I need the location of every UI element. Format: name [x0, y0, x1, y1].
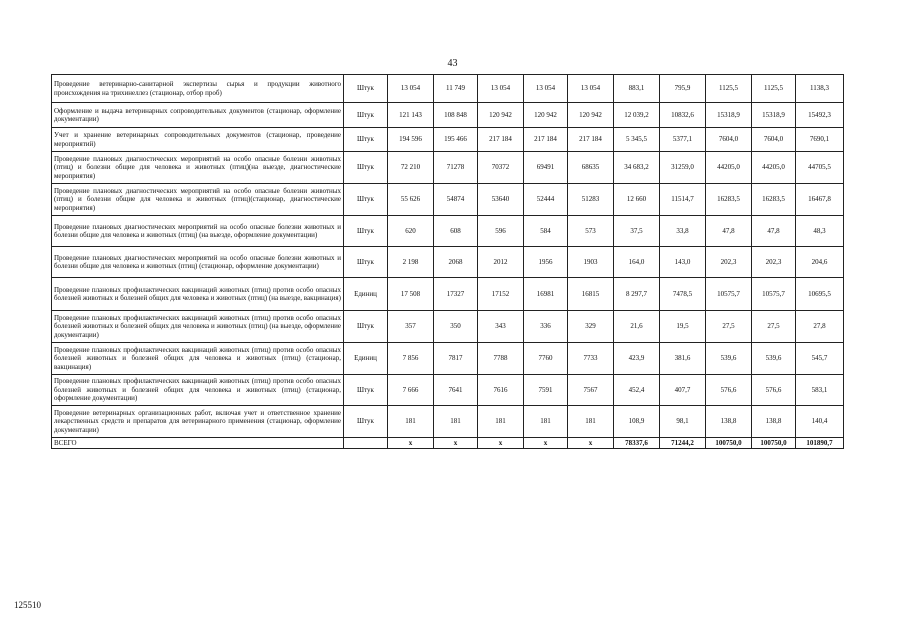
- services-table: [51, 74, 844, 449]
- table-row: [52, 184, 844, 216]
- value-cell: 596: [478, 216, 524, 247]
- value-cell: 7641: [434, 375, 478, 406]
- service-description: Проведение плановых диагностических мероприятий на особо опасные болезни животных (птиц) и болезни общие для человека и животных (птиц)(стационар, диагностические мероприятия): [52, 184, 344, 216]
- value-cell: 33,8: [660, 216, 706, 247]
- value-cell: 53640: [478, 184, 524, 216]
- value-cell: 204,6: [796, 247, 844, 278]
- table-row: [52, 152, 844, 184]
- table-row: [52, 75, 844, 103]
- total-value-cell: x: [568, 438, 614, 449]
- table-row: [52, 103, 844, 128]
- unit-cell: Штук: [344, 406, 388, 438]
- value-cell: 27,5: [706, 311, 752, 343]
- value-cell: 48,3: [796, 216, 844, 247]
- service-description: Проведение плановых профилактических вакцинаций животных (птиц) против особо опасных болезней животных и болезней общих для человека и животных (птиц) (стационар, оформление документации): [52, 375, 344, 406]
- value-cell: 10695,5: [796, 278, 844, 311]
- value-cell: 98,1: [660, 406, 706, 438]
- total-value-cell: x: [478, 438, 524, 449]
- value-cell: 217 184: [568, 128, 614, 152]
- total-value-cell: 71244,2: [660, 438, 706, 449]
- value-cell: 7760: [524, 343, 568, 375]
- value-cell: 121 143: [388, 103, 434, 128]
- value-cell: 108,9: [614, 406, 660, 438]
- table-row: [52, 343, 844, 375]
- value-cell: 5377,1: [660, 128, 706, 152]
- unit-cell: Штук: [344, 216, 388, 247]
- value-cell: 15318,9: [706, 103, 752, 128]
- service-description: Учет и хранение ветеринарных сопроводительных документов (стационар, проведение мероприятий): [52, 128, 344, 152]
- unit-cell: Штук: [344, 75, 388, 103]
- value-cell: 27,8: [796, 311, 844, 343]
- service-description: Проведение плановых диагностических мероприятий на особо опасные болезни животных и болезни общие для человека и животных (птиц) (на выезде, оформление документации): [52, 216, 344, 247]
- unit-cell: [344, 438, 388, 449]
- value-cell: 10575,7: [752, 278, 796, 311]
- value-cell: 44205,0: [752, 152, 796, 184]
- value-cell: 181: [524, 406, 568, 438]
- unit-cell: Штук: [344, 184, 388, 216]
- value-cell: 883,1: [614, 75, 660, 103]
- table-row: [52, 128, 844, 152]
- value-cell: 181: [434, 406, 478, 438]
- value-cell: 7690,1: [796, 128, 844, 152]
- value-cell: 44705,5: [796, 152, 844, 184]
- total-value-cell: 100750,0: [752, 438, 796, 449]
- service-description: Проведение ветеринарно-санитарной экспертизы сырья и продукции животного происхождения на трихинеллез (стационар, отбор проб): [52, 75, 344, 103]
- value-cell: 164,0: [614, 247, 660, 278]
- service-description: Проведение плановых диагностических мероприятий на особо опасные болезни животных (птиц) и болезни общие для человека и животных (птиц)(на выезде, диагностические мероприятия): [52, 152, 344, 184]
- value-cell: 584: [524, 216, 568, 247]
- value-cell: 8 297,7: [614, 278, 660, 311]
- value-cell: 7 856: [388, 343, 434, 375]
- value-cell: 2012: [478, 247, 524, 278]
- value-cell: 343: [478, 311, 524, 343]
- value-cell: 140,4: [796, 406, 844, 438]
- value-cell: 21,6: [614, 311, 660, 343]
- value-cell: 16283,5: [752, 184, 796, 216]
- value-cell: 44205,0: [706, 152, 752, 184]
- value-cell: 120 942: [478, 103, 524, 128]
- value-cell: 31259,0: [660, 152, 706, 184]
- service-description: Проведение плановых профилактических вакцинаций животных (птиц) против особо опасных болезней животных и болезней общих для человека и животных (птиц) (на выезде, вакцинация): [52, 278, 344, 311]
- value-cell: 19,5: [660, 311, 706, 343]
- value-cell: 195 466: [434, 128, 478, 152]
- total-value-cell: 100750,0: [706, 438, 752, 449]
- value-cell: 7567: [568, 375, 614, 406]
- value-cell: 17152: [478, 278, 524, 311]
- value-cell: 5 345,5: [614, 128, 660, 152]
- value-cell: 143,0: [660, 247, 706, 278]
- value-cell: 16815: [568, 278, 614, 311]
- value-cell: 423,9: [614, 343, 660, 375]
- value-cell: 329: [568, 311, 614, 343]
- value-cell: 1956: [524, 247, 568, 278]
- table-row: [52, 278, 844, 311]
- total-value-cell: 101890,7: [796, 438, 844, 449]
- value-cell: 120 942: [524, 103, 568, 128]
- value-cell: 51283: [568, 184, 614, 216]
- value-cell: 545,7: [796, 343, 844, 375]
- value-cell: 7817: [434, 343, 478, 375]
- value-cell: 55 626: [388, 184, 434, 216]
- value-cell: 52444: [524, 184, 568, 216]
- value-cell: 620: [388, 216, 434, 247]
- value-cell: 11514,7: [660, 184, 706, 216]
- value-cell: 217 184: [524, 128, 568, 152]
- value-cell: 7616: [478, 375, 524, 406]
- unit-cell: Штук: [344, 152, 388, 184]
- total-value-cell: 78337,6: [614, 438, 660, 449]
- table-row: [52, 375, 844, 406]
- unit-cell: Штук: [344, 311, 388, 343]
- value-cell: 576,6: [706, 375, 752, 406]
- service-description: Оформление и выдача ветеринарных сопроводительных документов (стационар, оформление документации): [52, 103, 344, 128]
- value-cell: 69491: [524, 152, 568, 184]
- unit-cell: Единиц: [344, 343, 388, 375]
- value-cell: 576,6: [752, 375, 796, 406]
- service-description: Проведение плановых профилактических вакцинаций животных (птиц) против особо опасных болезней животных и болезней общих для человека и животных (птиц) (на выезде, оформление документации): [52, 311, 344, 343]
- value-cell: 2 198: [388, 247, 434, 278]
- value-cell: 15492,3: [796, 103, 844, 128]
- value-cell: 795,9: [660, 75, 706, 103]
- value-cell: 13 054: [388, 75, 434, 103]
- value-cell: 1125,5: [752, 75, 796, 103]
- value-cell: 539,6: [706, 343, 752, 375]
- value-cell: 17327: [434, 278, 478, 311]
- value-cell: 7478,5: [660, 278, 706, 311]
- value-cell: 7 666: [388, 375, 434, 406]
- total-value-cell: x: [434, 438, 478, 449]
- value-cell: 357: [388, 311, 434, 343]
- value-cell: 16467,8: [796, 184, 844, 216]
- service-description: Проведение ветеринарных организационных работ, включая учет и ответственное хранение лекарственных средств и препаратов для ветеринарного применения (стационар, оформление документации): [52, 406, 344, 438]
- value-cell: 539,6: [752, 343, 796, 375]
- page-number: 43: [447, 58, 458, 69]
- value-cell: 13 054: [568, 75, 614, 103]
- value-cell: 10832,6: [660, 103, 706, 128]
- value-cell: 120 942: [568, 103, 614, 128]
- value-cell: 17 508: [388, 278, 434, 311]
- value-cell: 71278: [434, 152, 478, 184]
- table-row: [52, 247, 844, 278]
- table-row: [52, 406, 844, 438]
- value-cell: 181: [388, 406, 434, 438]
- value-cell: 1138,3: [796, 75, 844, 103]
- value-cell: 15318,9: [752, 103, 796, 128]
- value-cell: 12 039,2: [614, 103, 660, 128]
- value-cell: 202,3: [752, 247, 796, 278]
- value-cell: 16981: [524, 278, 568, 311]
- unit-cell: Штук: [344, 128, 388, 152]
- value-cell: 7733: [568, 343, 614, 375]
- total-value-cell: x: [524, 438, 568, 449]
- value-cell: 13 054: [524, 75, 568, 103]
- value-cell: 68635: [568, 152, 614, 184]
- value-cell: 608: [434, 216, 478, 247]
- value-cell: 381,6: [660, 343, 706, 375]
- value-cell: 10575,7: [706, 278, 752, 311]
- unit-cell: Единиц: [344, 278, 388, 311]
- value-cell: 181: [478, 406, 524, 438]
- value-cell: 27,5: [752, 311, 796, 343]
- total-label: ВСЕГО: [52, 438, 344, 449]
- value-cell: 217 184: [478, 128, 524, 152]
- unit-cell: Штук: [344, 247, 388, 278]
- value-cell: 336: [524, 311, 568, 343]
- total-value-cell: x: [388, 438, 434, 449]
- value-cell: 47,8: [706, 216, 752, 247]
- value-cell: 47,8: [752, 216, 796, 247]
- total-row: [52, 438, 844, 449]
- value-cell: 573: [568, 216, 614, 247]
- value-cell: 13 054: [478, 75, 524, 103]
- value-cell: 34 683,2: [614, 152, 660, 184]
- value-cell: 452,4: [614, 375, 660, 406]
- value-cell: 16283,5: [706, 184, 752, 216]
- value-cell: 7591: [524, 375, 568, 406]
- table-row: [52, 311, 844, 343]
- value-cell: 7604,0: [706, 128, 752, 152]
- service-description: Проведение плановых профилактических вакцинаций животных (птиц) против особо опасных болезней животных и болезней общих для человека и животных (птиц) (стационар, вакцинация): [52, 343, 344, 375]
- value-cell: 138,8: [706, 406, 752, 438]
- value-cell: 72 210: [388, 152, 434, 184]
- value-cell: 108 848: [434, 103, 478, 128]
- value-cell: 54874: [434, 184, 478, 216]
- value-cell: 181: [568, 406, 614, 438]
- unit-cell: Штук: [344, 375, 388, 406]
- value-cell: 70372: [478, 152, 524, 184]
- value-cell: 1125,5: [706, 75, 752, 103]
- footer-code: 125510: [14, 600, 41, 610]
- value-cell: 194 596: [388, 128, 434, 152]
- value-cell: 138,8: [752, 406, 796, 438]
- value-cell: 407,7: [660, 375, 706, 406]
- value-cell: 1903: [568, 247, 614, 278]
- value-cell: 583,1: [796, 375, 844, 406]
- value-cell: 11 749: [434, 75, 478, 103]
- value-cell: 7604,0: [752, 128, 796, 152]
- service-description: Проведение плановых диагностических мероприятий на особо опасные болезни животных и болезни общие для человека и животных (птиц) (стационар, оформление документации): [52, 247, 344, 278]
- value-cell: 7788: [478, 343, 524, 375]
- value-cell: 37,5: [614, 216, 660, 247]
- value-cell: 202,3: [706, 247, 752, 278]
- value-cell: 2068: [434, 247, 478, 278]
- table-row: [52, 216, 844, 247]
- unit-cell: Штук: [344, 103, 388, 128]
- value-cell: 12 660: [614, 184, 660, 216]
- value-cell: 350: [434, 311, 478, 343]
